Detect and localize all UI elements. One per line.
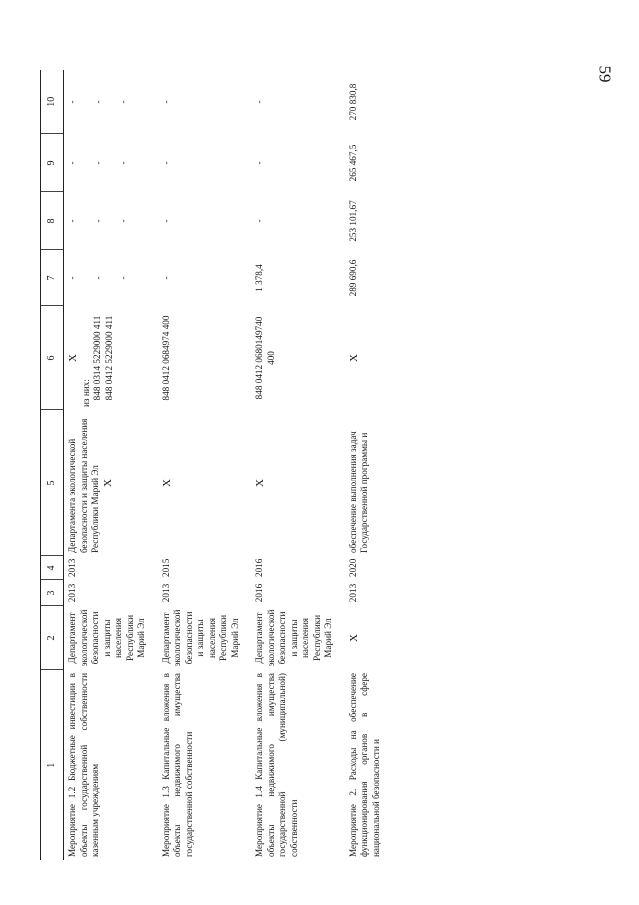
cell-value: - xyxy=(67,219,77,223)
cell-value: - xyxy=(118,100,128,104)
code-label: из них: xyxy=(80,379,91,407)
cell-value: - xyxy=(92,100,103,104)
cell-value: - xyxy=(92,276,103,280)
budget-code: 848 0412 0684974 400 xyxy=(160,315,171,401)
code-cross: X xyxy=(347,354,360,362)
value-2018: - xyxy=(160,161,171,165)
result-text: Департамента экологической безопасности и защиты населения Республики Марий Эл xyxy=(67,418,100,553)
value-2019: - xyxy=(160,100,171,104)
cell-value: - xyxy=(118,161,128,165)
end-year: 2016 xyxy=(254,558,264,577)
start-year: 2013 xyxy=(160,583,171,603)
result-cross: X xyxy=(254,479,266,487)
table-row xyxy=(345,70,393,860)
result-cross: X xyxy=(101,479,114,487)
col-header-7: 7 xyxy=(41,250,64,306)
start-year: 2013 xyxy=(347,583,358,603)
measure-name: Мероприятие 2. Расходы на обеспечение функционирования органов в сфере национальной безопасности и xyxy=(347,673,381,857)
column-number-row xyxy=(41,70,64,860)
value-2016 xyxy=(64,250,158,306)
col-header-4: 4 xyxy=(41,556,64,580)
rotated-table-sheet xyxy=(40,70,600,860)
col-header-9: 9 xyxy=(41,134,64,192)
col-header-2: 2 xyxy=(41,606,64,670)
code-cross: X xyxy=(67,354,79,362)
cell-value: - xyxy=(118,276,128,280)
cell-value: - xyxy=(92,219,103,223)
end-year: 2013 xyxy=(67,558,77,577)
col-header-10: 10 xyxy=(41,70,64,134)
cell-value: - xyxy=(67,100,77,104)
measure-name: Мероприятие 1.2 Бюджетные инвестиции в объекты государственной собственности казенным учреждениям xyxy=(67,673,100,857)
value-2017: - xyxy=(160,219,171,223)
value-2017: 253 101,67 xyxy=(347,200,358,242)
end-year: 2020 xyxy=(347,558,358,577)
expected-result xyxy=(251,410,345,556)
cell-value: - xyxy=(67,276,77,280)
page-number: 59 xyxy=(595,65,615,83)
executor: Департамент экологической безопасности и защиты населения Республики Марий Эл xyxy=(67,609,146,667)
value-2019: - xyxy=(254,100,264,104)
executor-cross: X xyxy=(347,634,360,642)
cell-value: - xyxy=(67,161,77,165)
result-cross: X xyxy=(160,479,173,487)
expected-result xyxy=(64,410,158,556)
code-line: 848 0412 5229000 411 xyxy=(103,315,114,401)
value-2016: 289 690,6 xyxy=(347,259,358,297)
start-year: 2016 xyxy=(254,583,264,603)
expected-result: обеспечение выполнения задач Государственной программы и xyxy=(347,431,369,553)
start-year: 2013 xyxy=(67,583,77,603)
executor: Департамент экологической безопасности и защиты населения Республики Марий Эл xyxy=(254,609,333,667)
measure-name: Мероприятие 1.4 Капитальные вложения в объекты недвижимого имущества государственной (муниципальной) собственности xyxy=(254,673,299,857)
value-2017: - xyxy=(254,219,264,223)
budget-code xyxy=(64,306,158,410)
value-2019: 270 830,8 xyxy=(347,83,358,121)
budget-code: 848 0412 0680149740 400 xyxy=(254,316,276,400)
value-2017 xyxy=(64,192,158,250)
code-line: 848 0314 5229000 411 xyxy=(92,315,103,401)
value-2016: 1 378,4 xyxy=(254,264,264,292)
value-2018: - xyxy=(254,161,264,165)
value-2018 xyxy=(64,134,158,192)
value-2019 xyxy=(64,70,158,134)
measure-name: Мероприятие 1.3 Капитальные вложения в объекты недвижимого имущества государственной собственности xyxy=(160,673,194,857)
col-header-5: 5 xyxy=(41,410,64,556)
table-row xyxy=(158,70,252,860)
expected-result xyxy=(158,410,252,556)
end-year: 2015 xyxy=(160,558,171,577)
value-2016: - xyxy=(160,276,171,280)
value-2018: 265 467,5 xyxy=(347,144,358,182)
col-header-8: 8 xyxy=(41,192,64,250)
table-row xyxy=(64,70,158,860)
col-header-1: 1 xyxy=(41,670,64,860)
executor xyxy=(345,606,393,670)
budget-code xyxy=(345,306,393,410)
program-table xyxy=(40,70,392,860)
col-header-6: 6 xyxy=(41,306,64,410)
cell-value: - xyxy=(92,161,103,165)
col-header-3: 3 xyxy=(41,580,64,606)
table-row xyxy=(251,70,345,860)
cell-value: - xyxy=(118,219,128,223)
executor: Департамент экологической безопасности и защиты населения Республики Марий Эл xyxy=(160,609,240,667)
